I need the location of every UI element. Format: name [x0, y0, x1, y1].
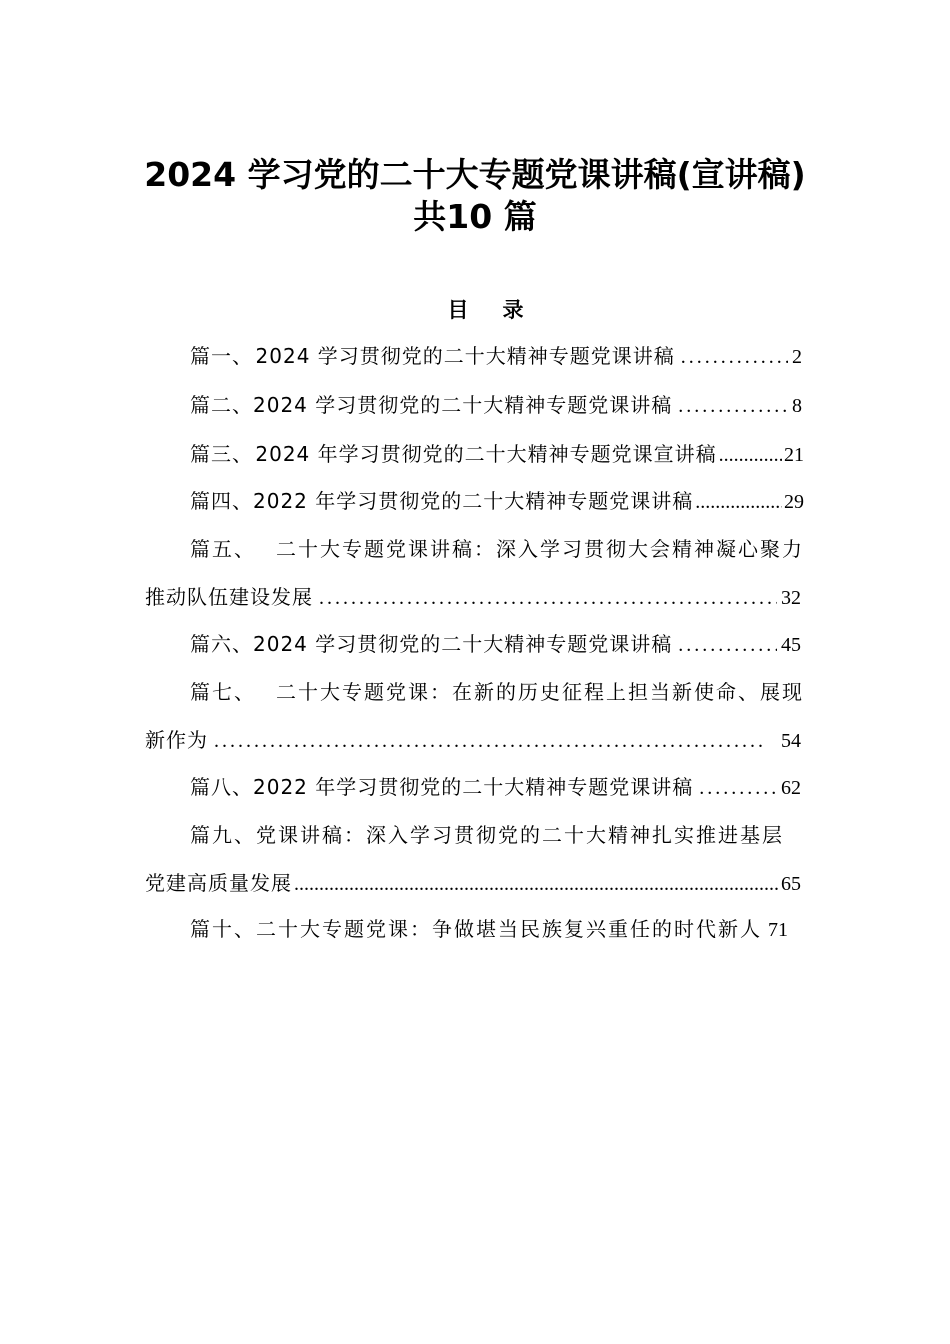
toc-entry-1[interactable]	[190, 343, 802, 370]
toc-dot-leader	[678, 393, 788, 419]
toc-entry-prefix: 篇三、	[190, 442, 253, 466]
toc-entry-text-continued: 新作为	[145, 728, 208, 752]
toc-entry-text: 2024 学习贯彻党的二十大精神专题党课讲稿	[255, 344, 675, 368]
toc-entry-10[interactable]	[190, 916, 810, 943]
toc-entry-prefix: 篇九、	[190, 823, 256, 847]
toc-entry-prefix: 篇二、	[190, 393, 253, 417]
toc-entry-prefix: 篇一、	[190, 344, 253, 368]
toc-entry-prefix: 篇六、	[190, 632, 253, 656]
toc-page-number: 45	[781, 634, 801, 656]
toc-entry-9[interactable]	[190, 822, 804, 848]
toc-entry-prefix: 篇五、	[190, 537, 256, 561]
toc-entry-7[interactable]	[190, 679, 804, 705]
toc-entry-prefix: 篇七、	[190, 680, 256, 704]
toc-entry-9-continued[interactable]	[145, 870, 801, 897]
toc-dot-leader	[699, 775, 777, 801]
toc-entry-5-continued[interactable]	[145, 584, 801, 611]
document-title-line-2: 共10 篇	[413, 197, 537, 236]
toc-dot-leader	[294, 871, 779, 897]
toc-page-number: 21	[784, 444, 804, 466]
toc-entry-5[interactable]	[190, 536, 804, 562]
toc-page-number: 54	[781, 730, 801, 752]
toc-heading: 目录	[447, 298, 558, 322]
toc-entry-text-continued: 推动队伍建设发展	[145, 585, 313, 609]
document-title-line-1: 2024 学习党的二十大专题党课讲稿(宣讲稿)	[144, 155, 806, 194]
toc-entry-prefix: 篇四、	[190, 489, 253, 513]
toc-entry-7-continued[interactable]	[145, 727, 801, 754]
toc-entry-2[interactable]	[190, 392, 802, 419]
toc-page-number: 8	[792, 395, 802, 417]
toc-page-number: 29	[784, 491, 804, 513]
toc-entry-text: 2024 学习贯彻党的二十大精神专题党课讲稿	[253, 393, 673, 417]
toc-page-number: 32	[781, 587, 801, 609]
toc-dot-leader	[214, 728, 763, 754]
toc-entry-prefix: 篇十、	[190, 917, 256, 941]
toc-dot-leader	[678, 632, 777, 658]
toc-entry-text: 2024 年学习贯彻党的二十大精神专题党课宣讲稿	[255, 442, 717, 466]
toc-entry-6[interactable]	[190, 631, 801, 658]
toc-entry-text: 二十大专题党课讲稿：深入学习贯彻大会精神凝心聚力	[276, 537, 804, 561]
toc-dot-leader	[695, 489, 782, 515]
toc-dot-leader	[719, 442, 782, 468]
toc-entry-text: 2022 年学习贯彻党的二十大精神专题党课讲稿	[253, 775, 694, 799]
toc-page-number: 65	[781, 873, 801, 895]
toc-entry-text: 二十大专题党课：争做堪当民族复兴重任的时代新人	[256, 917, 762, 941]
toc-entry-4[interactable]	[190, 488, 804, 515]
toc-entry-text: 党课讲稿：深入学习贯彻党的二十大精神扎实推进基层	[256, 823, 784, 847]
toc-entry-prefix: 篇八、	[190, 775, 253, 799]
toc-entry-text: 2022 年学习贯彻党的二十大精神专题党课讲稿	[253, 489, 694, 513]
toc-entry-3[interactable]	[190, 441, 804, 468]
toc-dot-leader	[319, 585, 777, 611]
toc-page-number: 2	[792, 346, 802, 368]
toc-entry-text-continued: 党建高质量发展	[145, 871, 292, 895]
toc-dot-leader	[681, 344, 788, 370]
toc-entry-8[interactable]	[190, 774, 801, 801]
toc-entry-text: 二十大专题党课：在新的历史征程上担当新使命、展现	[276, 680, 804, 704]
toc-entry-text: 2024 学习贯彻党的二十大精神专题党课讲稿	[253, 632, 673, 656]
toc-page-number: 71	[768, 919, 788, 941]
toc-page-number: 62	[781, 777, 801, 799]
